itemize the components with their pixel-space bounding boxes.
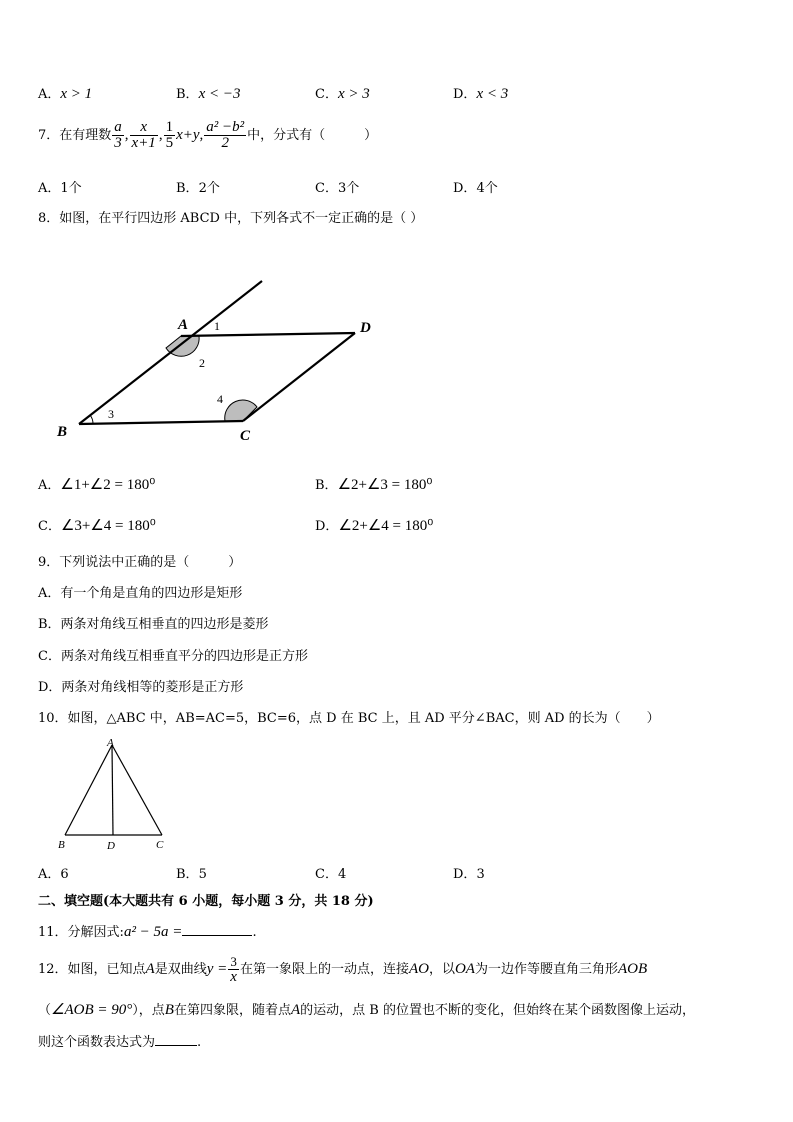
q12-answer-blank (155, 1033, 197, 1046)
q10-stem: 10．如图，△ABC 中，AB=AC=5，BC=6，点 D 在 BC 上，且 AD 平分∠BAC，则 AD 的长为（ ） (38, 711, 660, 726)
q12-line-3: 则这个函数表达式为 . (38, 1035, 202, 1050)
q12-line-1: 12．如图，已知点A是双曲线y = $\frac{3}{x}$ 在第一象限上的一动点，连接AO，以OA为一边作等腰直角三角形AOB (38, 954, 648, 985)
side-dc (243, 333, 355, 421)
q10-triangle-figure (55, 735, 175, 853)
q7-fraction-4: $\frac{\text{a² −b²}}{2}$ (206, 119, 245, 151)
side-bc (79, 421, 243, 424)
q12-fraction: $\frac{3}{x}$ (230, 954, 237, 985)
vertex-d-label: D (360, 320, 371, 336)
q9-option-c: C．两条对角线互相垂直平分的四边形是正方形 (38, 649, 308, 664)
q6-option-b: B．x < −3 (176, 86, 241, 102)
angle-4-marker (225, 400, 257, 421)
side-ac (112, 745, 162, 835)
vertex-d-label: D (107, 840, 115, 852)
angle-1-label: 1 (214, 319, 220, 333)
vertex-a-label: A (178, 317, 189, 333)
q7-fraction-3: $\frac{1}{5}$ (165, 119, 174, 151)
q8-option-b: B．∠2+∠3 = 180⁰ (315, 477, 433, 493)
q8-option-c: C．∠3+∠4 = 180⁰ (38, 518, 156, 534)
q12-line-2: （∠AOB = 90°），点B在第四象限，随着点A的运动，点 B 的位置也不断的变化，但始终在某个函数图像上运动， (38, 1002, 695, 1018)
q7-stem: 7．在有理数 $\frac{a}{3}$ , $\frac{x}{x+1}$ , $\frac{1}{5}$ x+y, $\frac{\text{a² −b²}}{2}$ 中，分式有（ ） (38, 119, 378, 151)
q9-option-d: D．两条对角线相等的菱形是正方形 (38, 680, 244, 695)
vertex-a-label: A (107, 737, 114, 749)
vertex-c-label: C (240, 428, 251, 444)
segment-ad (112, 745, 113, 835)
q9-stem: 9．下列说法中正确的是（ ） (38, 555, 242, 570)
q10-option-a: A．6 (38, 867, 69, 882)
vertex-b-label: B (58, 839, 65, 851)
q6-option-c: C．x > 3 (315, 86, 370, 102)
section-2-heading: 二、填空题(本大题共有 6 小题，每小题 3 分，共 18 分) (38, 894, 374, 909)
q6-option-a: A．x > 1 (38, 86, 93, 102)
side-ab (65, 745, 112, 835)
vertex-b-label: B (57, 424, 68, 440)
q11-stem: 11．分解因式:a² − 5a = . (38, 924, 257, 940)
q10-option-b: B．5 (176, 867, 207, 882)
q8-option-d: D．∠2+∠4 = 180⁰ (315, 518, 434, 534)
q7-option-a: A．1个 (38, 181, 82, 196)
q8-stem: 8．如图，在平行四边形 ABCD 中，下列各式不一定正确的是（ ） (38, 211, 424, 226)
q7-fraction-2: $\frac{x}{x+1}$ (131, 119, 156, 151)
side-ad (181, 333, 355, 336)
q7-option-d: D．4个 (453, 181, 498, 196)
q10-option-c: C．4 (315, 867, 347, 882)
q8-option-a: A．∠1+∠2 = 180⁰ (38, 477, 156, 493)
q9-option-b: B．两条对角线互相垂直的四边形是菱形 (38, 617, 269, 632)
angle-4-label: 4 (217, 392, 223, 406)
q8-parallelogram-figure (50, 272, 390, 447)
q7-option-b: B．2个 (176, 181, 220, 196)
vertex-c-label: C (156, 839, 164, 851)
q6-option-d: D．x < 3 (453, 86, 509, 102)
q10-option-d: D．3 (453, 867, 485, 882)
angle-2-label: 2 (199, 356, 205, 370)
angle-3-label: 3 (108, 407, 114, 421)
q9-option-a: A．有一个角是直角的四边形是矩形 (38, 586, 243, 601)
q11-answer-blank (182, 923, 252, 936)
q7-option-c: C．3个 (315, 181, 360, 196)
q7-fraction-1: $\frac{a}{3}$ (114, 119, 122, 151)
